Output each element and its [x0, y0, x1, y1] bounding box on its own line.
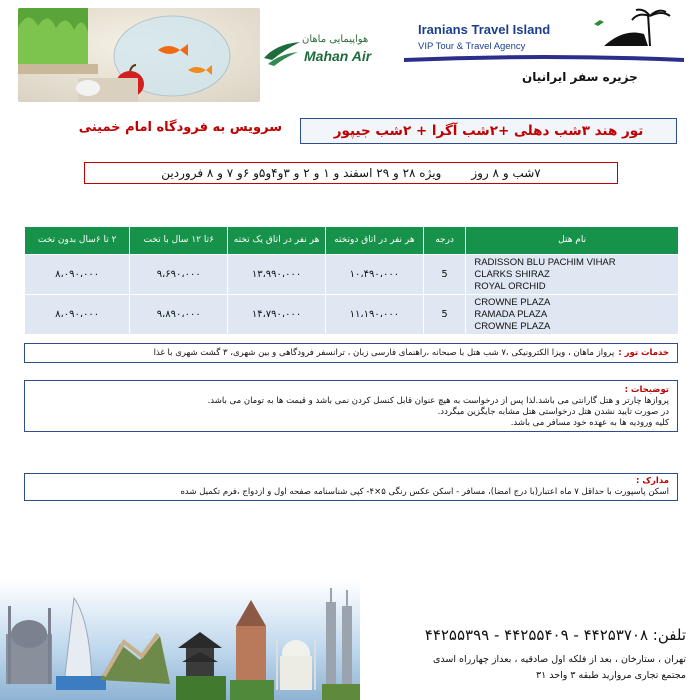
hotel-name: RADISSON BLU PACHIM VIHAR — [474, 256, 616, 268]
agency-logo — [404, 8, 684, 98]
hotel-name: ROYAL ORCHID — [474, 280, 546, 292]
note-line: در صورت تایید نشدن هتل درخواستی هتل مشابه جایگزین میگردد. — [437, 407, 669, 417]
mahan-wing-icon — [262, 38, 302, 68]
mahan-air-logo — [262, 34, 392, 68]
notes-title: توضیحات : — [624, 385, 669, 395]
documents-title: مدارک : — [635, 476, 669, 486]
col-single-room: هر نفر در اتاق یک تخته — [228, 227, 326, 255]
agency-name-en: Iranians Travel Island — [418, 22, 551, 37]
tour-title: تور هند ۳شب دهلی +۲شب آگرا + ۲شب جیپور — [333, 123, 644, 139]
note-line: کلیه ورودیه ها به عهده خود مسافر می باشد. — [510, 418, 669, 428]
price-child-nobed: ۸،۰۹۰،۰۰۰ — [25, 295, 130, 335]
note-line: پروازها چارتر و هتل گارانتی می باشد.لذا پس از درخواست به هیچ عنوان قابل کنسل کردن نمی باشد و قیمت ها به تومان می باشد. — [207, 396, 669, 406]
tour-dates-box — [84, 162, 618, 184]
agency-tagline: VIP Tour & Travel Agency — [418, 41, 526, 52]
col-double-room: هر نفر در اتاق دوتخته — [325, 227, 423, 255]
table-row — [25, 255, 679, 295]
hotel-name: CLARKS SHIRAZ — [474, 268, 550, 280]
col-child-with-bed: ۶تا ۱۲ سال با تخت — [130, 227, 228, 255]
tour-title-box — [300, 118, 677, 144]
services-label: خدمات تور : — [618, 347, 669, 358]
hotel-name: CROWNE PLAZA — [474, 296, 551, 308]
address-line-1: تهران ، ستارخان ، بعد از فلکه اول صادقیه ، بعداز چهارراه اسدی — [432, 654, 686, 665]
agency-name-fa: جزیره سفر ایرانیان — [522, 70, 638, 84]
price-double: ۱۱،۱۹۰،۰۰۰ — [325, 295, 423, 335]
airport-service-label: سرویس به فرودگاه امام خمینی — [78, 120, 282, 135]
price-single: ۱۴،۷۹۰،۰۰۰ — [228, 295, 326, 335]
hotel-grade: 5 — [423, 255, 466, 295]
price-double: ۱۰،۴۹۰،۰۰۰ — [325, 255, 423, 295]
price-table — [24, 226, 679, 335]
landmarks-image — [0, 580, 360, 700]
table-header-row — [25, 227, 679, 255]
table-row — [25, 295, 679, 335]
hotel-name: CROWNE PLAZA — [474, 320, 551, 332]
col-child-no-bed: ۲ تا ۶سال بدون تخت — [25, 227, 130, 255]
hotel-list — [466, 255, 679, 295]
address-line-2: مجتمع تجاری مروارید طبقه ۳ واحد ۳۱ — [536, 670, 686, 681]
phone-numbers: تلفن: ۴۴۲۵۳۷۰۸ - ۴۴۲۵۵۴۰۹ - ۴۴۲۵۵۳۹۹ — [424, 626, 686, 644]
tour-dates: ویژه ۲۸ و ۲۹ اسفند و ۱ و ۲ و ۳و۴و۵و ۶و ۷ و ۸ فروردین — [161, 166, 442, 180]
hero-photo — [18, 8, 260, 102]
price-child-bed: ۹،۶۹۰،۰۰۰ — [130, 255, 228, 295]
landmarks-collage — [0, 580, 360, 700]
tour-services-box — [24, 343, 678, 363]
hotel-list — [466, 295, 679, 335]
col-grade: درجه — [423, 227, 466, 255]
price-child-nobed: ۸،۰۹۰،۰۰۰ — [25, 255, 130, 295]
mahan-name-en: Mahan Air — [304, 48, 372, 64]
hotel-grade: 5 — [423, 295, 466, 335]
notes-box — [24, 380, 678, 432]
price-single: ۱۳،۹۹۰،۰۰۰ — [228, 255, 326, 295]
services-text: پرواز ماهان ، ویزا الکترونیکی ،۷ شب هتل با صبحانه ،راهنمای فارسی زبان ، ترانسفر فرودگاهی و بین شهری، ۳ گشت شهری با غذا — [153, 347, 615, 358]
documents-box — [24, 473, 678, 501]
price-child-bed: ۹،۸۹۰،۰۰۰ — [130, 295, 228, 335]
col-hotel-name: نام هتل — [466, 227, 679, 255]
tour-duration: ۷شب و ۸ روز — [471, 166, 541, 180]
hotel-name: RAMADA PLAZA — [474, 308, 548, 320]
nowruz-goldfish-image — [18, 8, 260, 102]
documents-text: اسکن پاسپورت با حداقل ۷ ماه اعتبار(با درج امضا)، مسافر - اسکن عکس رنگی ۵×۴- کپی شناسنامه صفحه اول و ازدواج ،فرم تکمیل شده — [180, 487, 669, 497]
mahan-name-fa: هواپیمایی ماهان — [302, 34, 369, 45]
